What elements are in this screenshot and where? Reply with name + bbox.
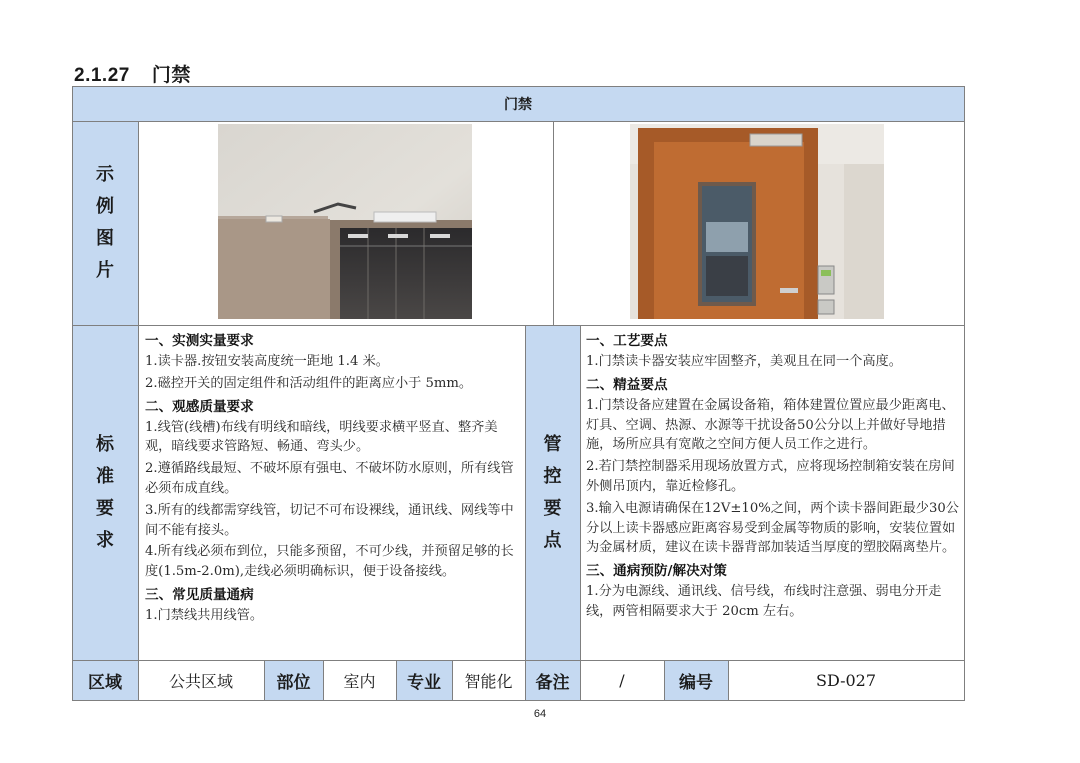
standards-item: 4.所有线必须布到位，只能多预留，不可少线，并预留足够的长度(1.5m-2.0m),走线必须明确标识，便于设备接线。 <box>145 544 514 580</box>
grid-line <box>964 86 965 701</box>
control-item: 1.门禁读卡器安装应牢固整齐，美观且在同一个高度。 <box>586 354 902 369</box>
page-number: 64 <box>533 708 547 720</box>
standards-heading: 三、常见质量通病 <box>145 586 254 603</box>
grid-line <box>72 325 965 326</box>
code-label-text: 编号 <box>679 672 713 693</box>
note-value-text: / <box>619 670 625 690</box>
part-value-text: 室内 <box>343 671 376 691</box>
control-item: 1.门禁设备应建置在金属设备箱，箱体建置位置应最少距离电、灯具、空调、热源、水源等干扰设备50公分以上并做好导地措施，场所应具有宽敞之空间方便人员工作之进行。 <box>586 397 955 453</box>
major-label <box>396 660 452 700</box>
area-value-text: 公共区域 <box>168 671 233 691</box>
example-photo-right <box>630 124 884 319</box>
standards-label-char: 要 <box>96 497 114 519</box>
grid-line <box>264 660 265 701</box>
grid-line <box>72 86 965 87</box>
grid-line <box>452 660 453 701</box>
standards-item: 2.遵循路线最短、不破坏原有强电、不破坏防水原则，所有线管必须布成直线。 <box>145 461 514 496</box>
control-label <box>525 325 580 660</box>
standards-heading: 一、实测实量要求 <box>145 333 254 349</box>
grid-line <box>396 660 397 701</box>
standards-heading: 二、观感质量要求 <box>145 398 254 415</box>
control-item: 3.输入电源请确保在12V±10%之间，两个读卡器间距最少30公分以上读卡器感应距离容易受到金属等物质的影响，安装位置如为金属材质，建议在读卡器背部加装适当厚度的塑胶隔离垫片。 <box>586 500 959 556</box>
grid-line <box>72 660 965 661</box>
note-label-text: 备注 <box>535 672 570 693</box>
area-label <box>72 660 138 700</box>
major-value-text: 智能化 <box>464 671 513 691</box>
example-label-char: 图 <box>96 228 114 249</box>
grid-line <box>580 325 581 701</box>
control-label-char: 要 <box>543 497 562 519</box>
control-label-char: 控 <box>543 465 562 487</box>
standards-label <box>72 325 138 660</box>
area-label-text: 区域 <box>88 672 122 693</box>
example-label <box>72 121 138 325</box>
code-value <box>728 660 964 700</box>
control-item: 2.若门禁控制器采用现场放置方式，应将现场控制箱安装在房间外侧吊顶内，靠近检修孔。 <box>586 459 955 494</box>
part-value <box>323 660 396 700</box>
control-heading: 三、通病预防/解决对策 <box>586 563 727 580</box>
control-item: 1.分为电源线、通讯线、信号线，布线时注意强、弱电分开走线，两管相隔要求大于 20cm 左右。 <box>586 584 942 619</box>
note-label <box>525 660 580 700</box>
section-name: 门禁 <box>151 65 191 86</box>
grid-line <box>525 325 526 701</box>
code-label <box>664 660 728 700</box>
standards-item: 1.线管(线槽)布线有明线和暗线，明线要求横平竖直、整齐美观，暗线要求管路短、畅通、弯头少。 <box>145 419 498 455</box>
standards-label-char: 求 <box>96 529 114 551</box>
standards-label-char: 准 <box>96 465 114 487</box>
section-title <box>74 60 191 87</box>
standards-item: 1.读卡器.按钮安装高度统一距地 1.4 米。 <box>145 354 389 369</box>
part-label <box>264 660 323 700</box>
section-number: 2.1.27 <box>74 65 130 86</box>
example-label-char: 例 <box>96 196 114 217</box>
standards-label-char: 标 <box>96 433 114 455</box>
grid-line <box>664 660 665 701</box>
part-label-text: 部位 <box>276 672 311 693</box>
example-photo-left <box>218 124 472 319</box>
grid-line <box>138 121 139 701</box>
grid-line <box>553 121 554 325</box>
major-label-text: 专业 <box>407 672 441 693</box>
control-text <box>586 330 959 624</box>
control-heading: 一、工艺要点 <box>586 333 668 349</box>
standards-item: 1.门禁线共用线管。 <box>145 607 264 623</box>
standards-text <box>145 330 520 628</box>
table-header <box>72 86 964 121</box>
area-value <box>138 660 264 700</box>
standards-item: 3.所有的线都需穿线管，切记不可布设裸线，通讯线、网线等中间不能有接头。 <box>145 502 514 538</box>
note-value <box>580 660 664 700</box>
major-value <box>452 660 525 700</box>
grid-line <box>72 121 965 122</box>
standards-item: 2.磁控开关的固定组件和活动组件的距离应小于 5mm。 <box>145 375 473 391</box>
control-label-char: 点 <box>543 529 562 551</box>
code-value-text: SD-027 <box>815 670 877 690</box>
grid-line <box>72 86 73 701</box>
grid-line <box>728 660 729 701</box>
control-label-char: 管 <box>543 433 562 455</box>
grid-line <box>323 660 324 701</box>
table-header-title: 门禁 <box>504 96 532 113</box>
control-heading: 二、精益要点 <box>586 376 668 393</box>
grid-line <box>72 700 965 701</box>
example-label-char: 示 <box>96 164 114 185</box>
example-label-char: 片 <box>96 260 114 281</box>
